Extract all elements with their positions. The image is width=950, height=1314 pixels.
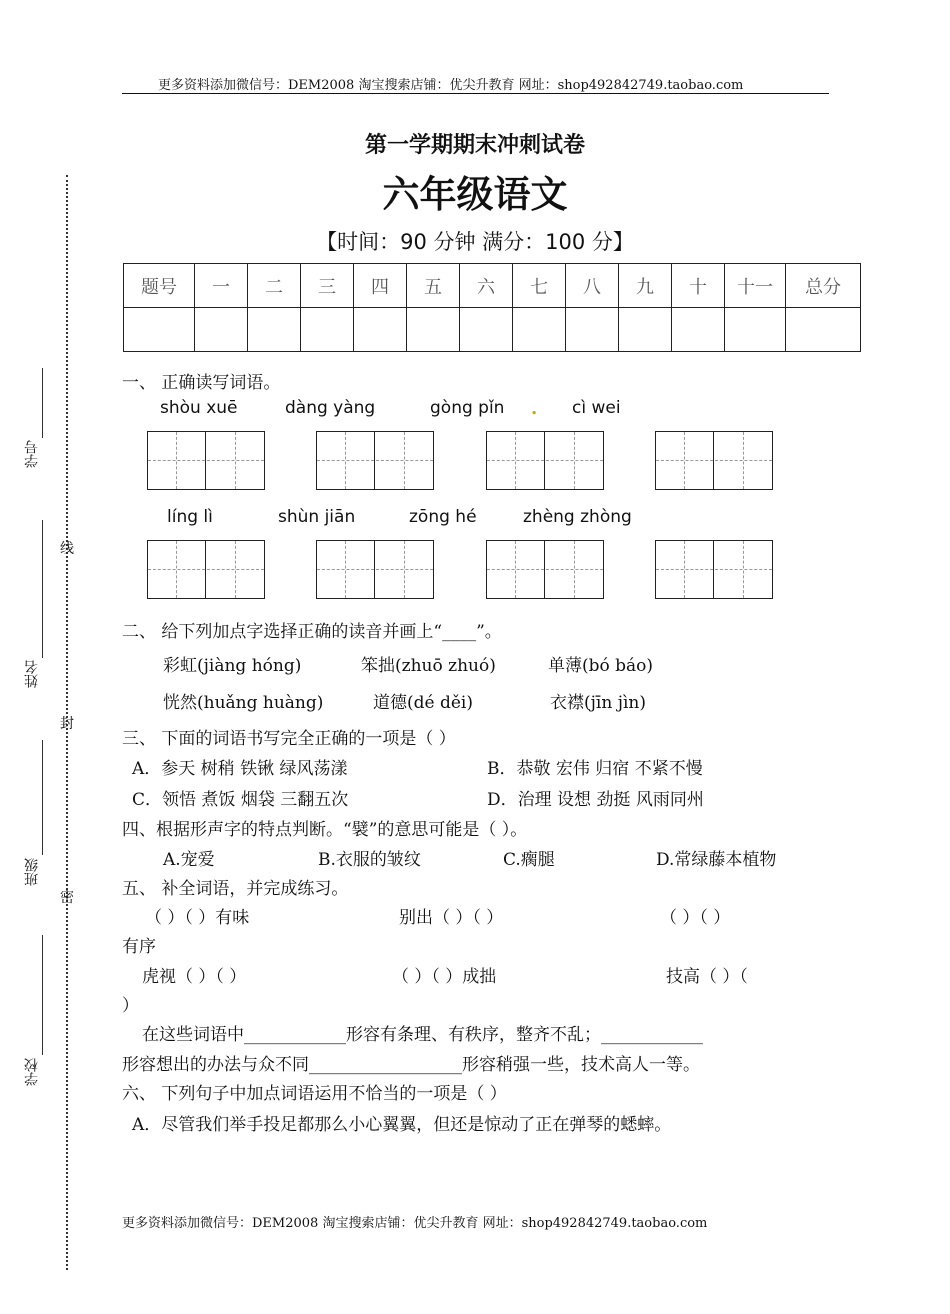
pinyin-8: zhèng zhòng bbox=[523, 507, 632, 527]
binding-mark-feng: 封 bbox=[60, 716, 74, 732]
option-d[interactable]: D.常绿藤本植物 bbox=[656, 850, 777, 870]
score-cell[interactable] bbox=[725, 308, 786, 352]
score-cell[interactable] bbox=[513, 308, 566, 352]
score-header-cell: 总分 bbox=[786, 264, 861, 308]
exam-title: 六年级语文 bbox=[382, 172, 568, 216]
writing-grid[interactable] bbox=[147, 540, 265, 599]
score-cell[interactable] bbox=[248, 308, 301, 352]
idiom-blank[interactable]: 技高（ ）（ bbox=[666, 967, 748, 987]
pinyin-4: cì wei bbox=[572, 398, 621, 418]
header-note: 更多资料添加微信号：DEM2008 淘宝搜索店铺：优尖升教育 网址：shop492842749.taobao.com bbox=[158, 78, 744, 93]
marker-dot: . bbox=[531, 398, 538, 419]
score-cell[interactable] bbox=[619, 308, 672, 352]
score-header-cell: 四 bbox=[354, 264, 407, 308]
score-cell[interactable] bbox=[354, 308, 407, 352]
pinyin-1: shòu xuē bbox=[160, 398, 238, 418]
reading-item: 笨拙(zhuō zhuó) bbox=[361, 656, 496, 676]
label-student-no: 学号 bbox=[24, 440, 40, 468]
score-cell[interactable] bbox=[672, 308, 725, 352]
footer-note: 更多资料添加微信号：DEM2008 淘宝搜索店铺：优尖升教育 网址：shop492842749.taobao.com bbox=[122, 1216, 708, 1231]
idiom-wrap: 有序 bbox=[122, 937, 156, 957]
score-header-cell: 三 bbox=[301, 264, 354, 308]
label-name: 姓名 bbox=[24, 660, 40, 688]
writing-grid[interactable] bbox=[486, 540, 604, 599]
fill-in-line[interactable]: 形容想出的办法与众不同__________________形容稍强一些，技术高人一等。 bbox=[122, 1055, 700, 1075]
score-table bbox=[123, 263, 861, 352]
reading-item: 单薄(bó báo) bbox=[548, 656, 654, 676]
option-d[interactable]: D．治理 设想 劲挺 风雨同州 bbox=[487, 790, 704, 810]
option-b[interactable]: B．恭敬 宏伟 归宿 不紧不慢 bbox=[487, 759, 703, 779]
score-header-cell: 六 bbox=[460, 264, 513, 308]
field-name[interactable] bbox=[42, 520, 43, 658]
option-a[interactable]: A．参天 树稍 铁锹 绿风荡漾 bbox=[132, 759, 348, 779]
binding-mark-xian: 线 bbox=[60, 541, 74, 557]
writing-grid[interactable] bbox=[316, 540, 434, 599]
section3-heading: 三、 下面的词语书写完全正确的一项是（ ） bbox=[122, 729, 456, 749]
idiom-blank[interactable]: （ ）（ ） bbox=[660, 908, 731, 928]
pinyin-5: líng lì bbox=[167, 507, 213, 527]
score-header-cell: 十 bbox=[672, 264, 725, 308]
option-a[interactable]: A.宠爱 bbox=[163, 850, 215, 870]
option-a[interactable]: A．尽管我们举手投足都那么小心翼翼，但还是惊动了正在弹琴的蟋蟀。 bbox=[132, 1115, 672, 1135]
writing-grid[interactable] bbox=[655, 431, 773, 490]
writing-grid[interactable] bbox=[147, 431, 265, 490]
section4-heading: 四、根据形声字的特点判断。“襞”的意思可能是（ ）。 bbox=[122, 820, 528, 840]
pinyin-7: zōng hé bbox=[409, 507, 477, 527]
score-cell[interactable] bbox=[566, 308, 619, 352]
score-header-cell: 题号 bbox=[124, 264, 195, 308]
exam-subtitle: 第一学期期末冲刺试卷 bbox=[364, 132, 585, 158]
field-school[interactable] bbox=[42, 935, 43, 1055]
pinyin-6: shùn jiān bbox=[278, 507, 356, 527]
score-cell[interactable] bbox=[460, 308, 513, 352]
score-table-header-row bbox=[124, 264, 861, 308]
pinyin-3: gòng pǐn bbox=[430, 398, 505, 418]
label-class: 班级 bbox=[24, 858, 40, 886]
reading-item: 道德(dé děi) bbox=[373, 693, 473, 713]
writing-grid[interactable] bbox=[655, 540, 773, 599]
header-divider bbox=[122, 93, 829, 94]
score-header-cell: 十一 bbox=[725, 264, 786, 308]
score-cell[interactable] bbox=[407, 308, 460, 352]
field-class[interactable] bbox=[42, 740, 43, 855]
section2-heading: 二、 给下列加点字选择正确的读音并画上“____”。 bbox=[122, 622, 502, 642]
score-table-input-row bbox=[124, 308, 861, 352]
reading-item: 恍然(huǎng huàng) bbox=[163, 693, 324, 713]
idiom-blank[interactable]: 虎视（ ）（ ） bbox=[142, 967, 247, 987]
pinyin-2: dàng yàng bbox=[285, 398, 376, 418]
option-c[interactable]: C.瘸腿 bbox=[503, 850, 555, 870]
section6-heading: 六、 下列句子中加点词语运用不恰当的一项是（ ） bbox=[122, 1084, 507, 1104]
score-header-cell: 九 bbox=[619, 264, 672, 308]
fill-in-line[interactable]: 在这些词语中____________形容有条理、有秩序，整齐不乱；____________ bbox=[142, 1025, 703, 1045]
score-cell[interactable] bbox=[301, 308, 354, 352]
score-cell[interactable] bbox=[195, 308, 248, 352]
label-school: 学校 bbox=[24, 1058, 40, 1086]
score-header-cell: 五 bbox=[407, 264, 460, 308]
option-c[interactable]: C．领悟 煮饭 烟袋 三翻五次 bbox=[132, 790, 349, 810]
score-header-cell: 八 bbox=[566, 264, 619, 308]
idiom-blank[interactable]: （ ）（ ）有味 bbox=[145, 908, 250, 928]
idiom-blank[interactable]: （ ）（ ）成拙 bbox=[392, 967, 497, 987]
writing-grid[interactable] bbox=[316, 431, 434, 490]
score-header-cell: 一 bbox=[195, 264, 248, 308]
idiom-blank[interactable]: 别出（ ）（ ） bbox=[399, 908, 504, 928]
reading-item: 彩虹(jiàng hóng) bbox=[163, 656, 302, 676]
option-b[interactable]: B.衣服的皱纹 bbox=[318, 850, 421, 870]
field-student-no[interactable] bbox=[42, 368, 43, 438]
binding-mark-mi: 密 bbox=[60, 890, 74, 906]
score-cell[interactable] bbox=[124, 308, 195, 352]
reading-item: 衣襟(jīn jìn) bbox=[550, 693, 646, 713]
time-score-info: 【时间：90 分钟 满分：100 分】 bbox=[316, 230, 634, 254]
score-cell[interactable] bbox=[786, 308, 861, 352]
idiom-wrap: ） bbox=[122, 996, 139, 1016]
section5-heading: 五、 补全词语，并完成练习。 bbox=[122, 879, 349, 899]
section1-heading: 一、 正确读写词语。 bbox=[122, 373, 281, 393]
writing-grid[interactable] bbox=[486, 431, 604, 490]
score-header-cell: 七 bbox=[513, 264, 566, 308]
score-header-cell: 二 bbox=[248, 264, 301, 308]
